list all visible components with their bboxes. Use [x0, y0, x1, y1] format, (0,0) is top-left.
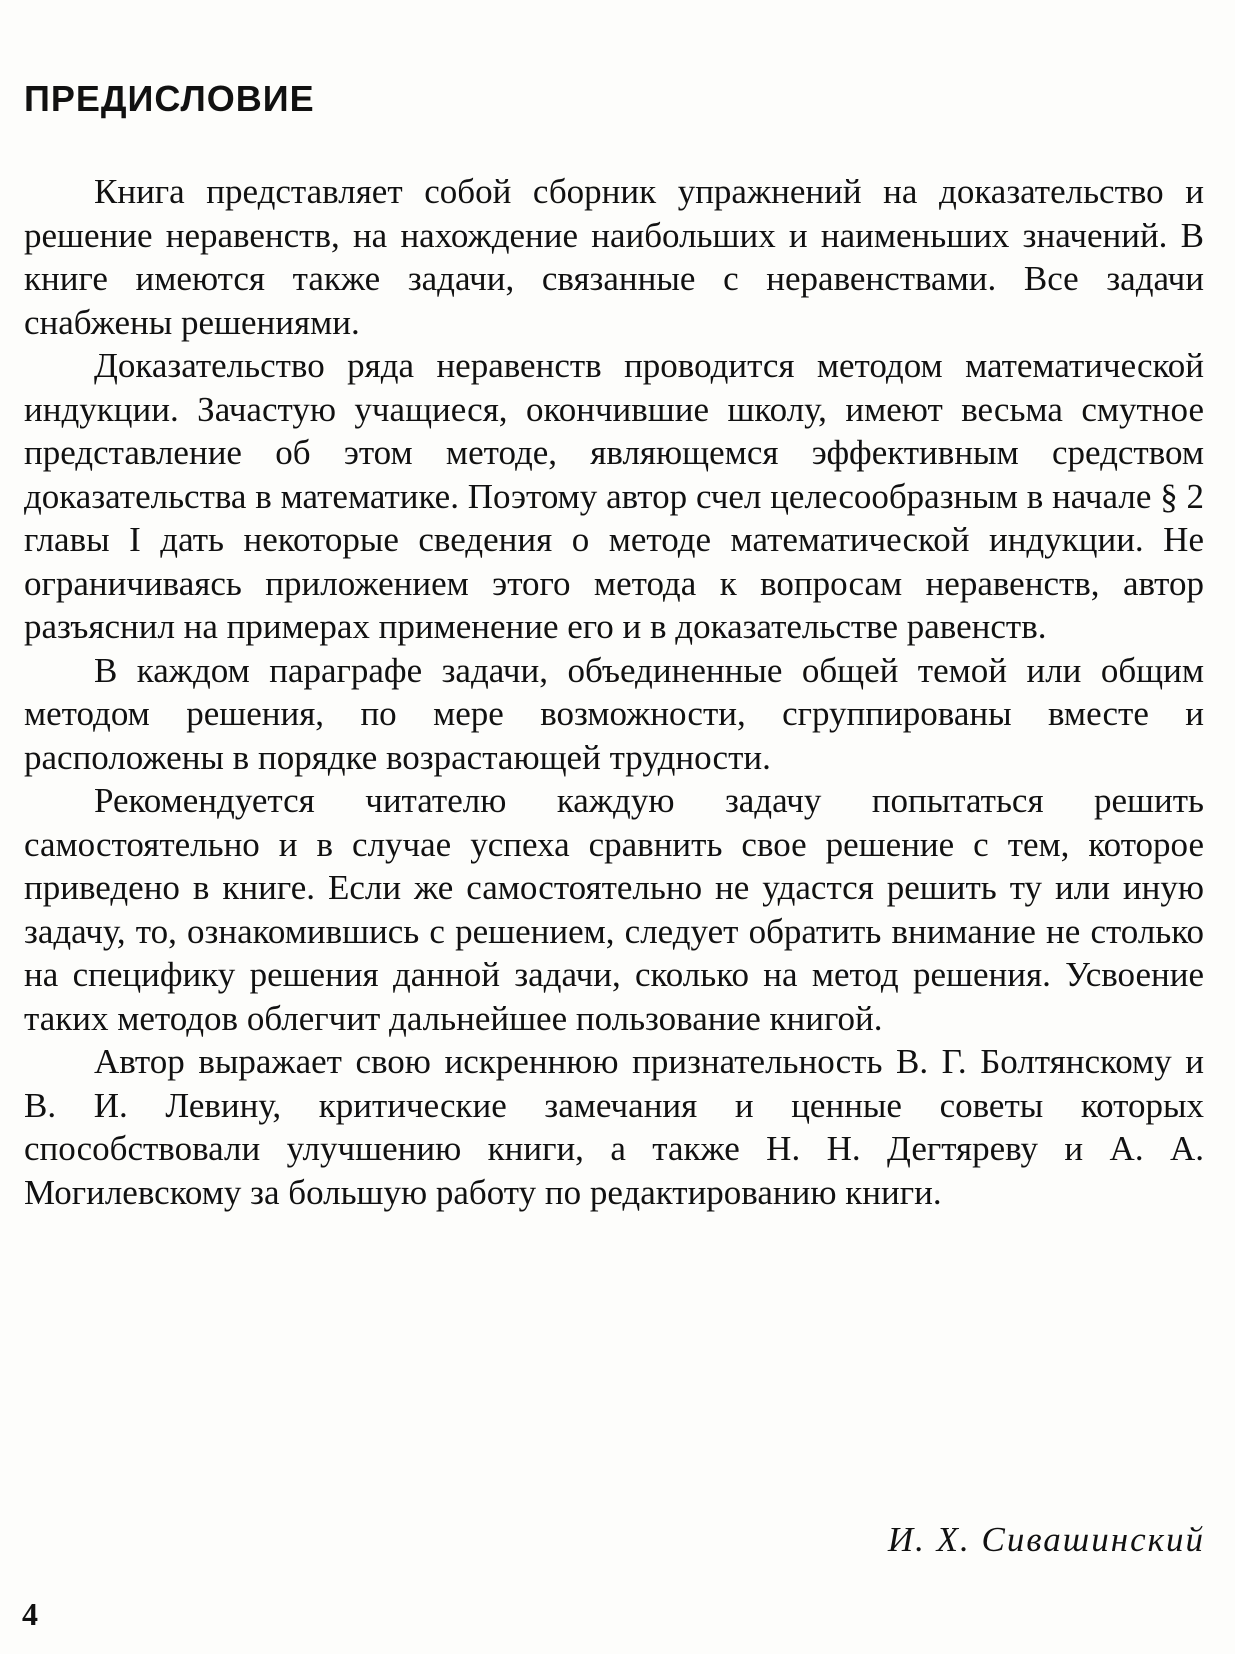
paragraph-1: Книга представляет собой сборник упражнений на доказательство и решение неравенств, на нахождение наибольших и наименьших значений. В книге имеются также задачи, связанные с неравенствами. Все задачи снабжены решениями.	[24, 172, 1204, 342]
paragraph-2: Доказательство ряда неравенств проводится методом математической индукции. Зачастую учащиеся, окончившие школу, имеют весьма смутное представление об этом методе, являющемся эффективным средством доказательства в математике. Поэтому автор счел целесообразным в начале § 2 главы I дать некоторые сведения о методе математической индукции. Не ограничиваясь приложением этого метода к вопросам неравенств, автор разъяснил на примерах применение его и в доказательстве равенств.	[24, 346, 1204, 646]
paragraph-5: Автор выражает свою искреннюю признательность В. Г. Болтянскому и В. И. Левину, критические замечания и ценные советы которых способствовали улучшению книги, а также Н. Н. Дегтяреву и А. А. Могилевскому за большую работу по редактированию книги.	[24, 1042, 1204, 1212]
paragraph-3: В каждом параграфе задачи, объединенные общей темой или общим методом решения, по мере возможности, сгруппированы вместе и расположены в порядке возрастающей трудности.	[24, 650, 1204, 777]
preface-text	[24, 170, 1204, 1214]
author-signature: И. Х. Сивашинский	[887, 1520, 1205, 1559]
paragraph-4: Рекомендуется читателю каждую задачу попытаться решить самостоятельно и в случае успеха сравнить свое решение с тем, которое приведено в книге. Если же самостоятельно не удастся решить ту или иную задачу, то, ознакомившись с решением, следует обратить внимание не столько на специфику решения данной задачи, сколько на метод решения. Усвоение таких методов облегчит дальнейшее пользование книгой.	[24, 781, 1204, 1038]
page-title: ПРЕДИСЛОВИЕ	[24, 78, 315, 119]
page-number: 4	[22, 1596, 38, 1632]
